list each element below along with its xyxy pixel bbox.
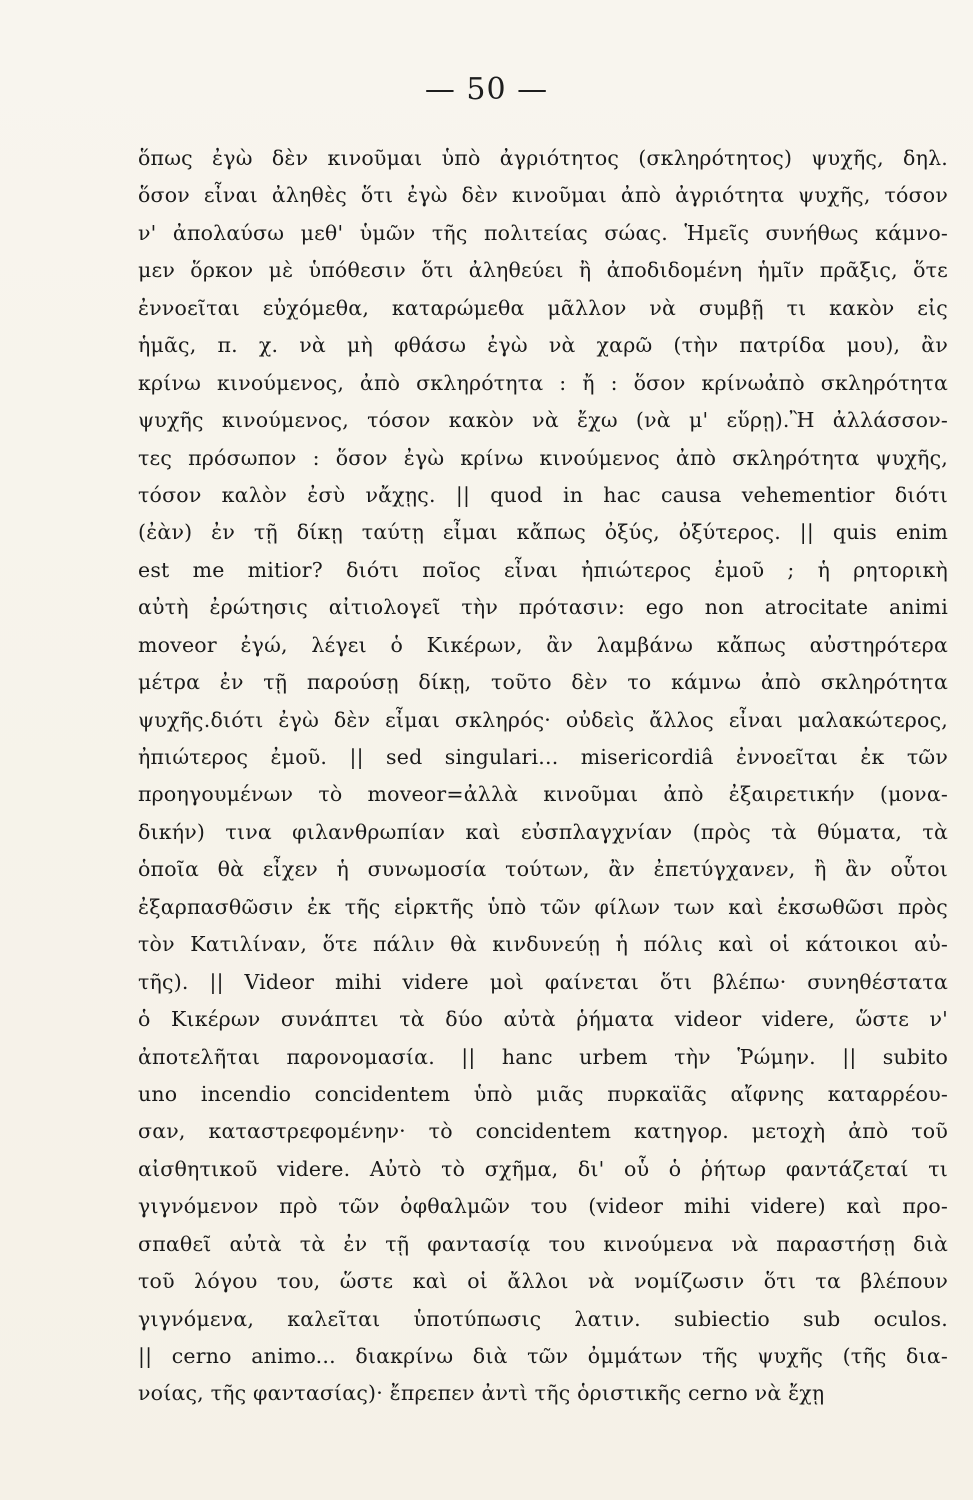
text-line: est me mitior? διότι ποῖος εἶναι ἠπιώτερος ἐμοῦ ; ἡ ρητορικὴ: [138, 557, 948, 582]
text-line: τόσον καλὸν ἐσὺ νἄχῃς. || quod in hac causa vehementior διότι: [138, 482, 948, 507]
text-line: γιγνόμενα, καλεῖται ὑποτύπωσις λατιν. subiectio sub oculos.: [138, 1306, 948, 1331]
text-line: τες πρόσωπον : ὅσον ἐγὼ κρίνω κινούμενος ἀπὸ σκληρότητα ψυχῆς,: [138, 445, 948, 470]
text-line: δικήν) τινα φιλανθρωπίαν καὶ εὐσπλαγχνίαν (πρὸς τὰ θύματα, τὰ: [138, 819, 948, 844]
text-line: κρίνω κινούμενος, ἀπὸ σκληρότητα : ἤ : ὅσον κρίνωἀπὸ σκληρότητα: [138, 370, 948, 395]
text-line: τῆς). || Videor mihi videre μοὶ φαίνεται ὅτι βλέπω· συνηθέστατα: [138, 969, 948, 994]
text-line: τὸν Κατιλίναν, ὅτε πάλιν θὰ κινδυνεύῃ ἡ πόλις καὶ οἱ κάτοικοι αὐ-: [138, 932, 948, 957]
text-line: ὁποῖα θὰ εἶχεν ἡ συνωμοσία τούτων, ἂν ἐπετύγχανεν, ἢ ἂν οὗτοι: [138, 857, 948, 882]
text-line: αὐτὴ ἐρώτησις αἰτιολογεῖ τὴν πρότασιν: ego non atrocitate animi: [138, 595, 948, 620]
text-line: ἡμᾶς, π. χ. νὰ μὴ φθάσω ἐγὼ νὰ χαρῶ (τὴν πατρίδα μου), ἂν: [138, 333, 948, 358]
text-line: ἀποτελῆται παρονομασία. || hanc urbem τὴν Ῥώμην. || subito: [138, 1044, 948, 1069]
text-line: ψυχῆς.διότι ἐγὼ δὲν εἶμαι σκληρός· οὐδεὶς ἄλλος εἶναι μαλακώτερος,: [138, 707, 948, 732]
text-line: ὁ Κικέρων συνάπτει τὰ δύο αὐτὰ ῥήματα videor videre, ὥστε ν': [138, 1007, 948, 1032]
text-line: γιγνόμενον πρὸ τῶν ὀφθαλμῶν του (videor mihi videre) καὶ προ-: [138, 1194, 948, 1219]
text-line: moveor ἐγώ, λέγει ὁ Κικέρων, ἂν λαμβάνω κἄπως αὐστηρότερα: [138, 632, 948, 657]
text-line: ἐννοεῖται εὐχόμεθα, καταρώμεθα μᾶλλον νὰ συμβῇ τι κακὸν εἰς: [138, 295, 948, 320]
text-line: σπαθεῖ αὐτὰ τὰ ἐν τῇ φαντασίᾳ του κινούμενα νὰ παραστήσῃ διὰ: [138, 1231, 948, 1256]
text-line: ὅσον εἶναι ἀληθὲς ὅτι ἐγὼ δὲν κινοῦμαι ἀπὸ ἀγριότητα ψυχῆς, τόσον: [138, 183, 948, 208]
text-line: σαν, καταστρεφομένην· τὸ concidentem κατηγορ. μετοχὴ ἀπὸ τοῦ: [138, 1119, 948, 1144]
text-line: νοίας, τῆς φαντασίας)· ἔπρεπεν ἀντὶ τῆς ὁριστικῆς cerno νὰ ἔχῃ: [138, 1381, 825, 1406]
text-line: ἠπιώτερος ἐμοῦ. || sed singulari... misericordiâ ἐννοεῖται ἐκ τῶν: [138, 745, 948, 769]
text-line: τοῦ λόγου του, ὥστε καὶ οἱ ἄλλοι νὰ νομίζωσιν ὅτι τα βλέπουν: [138, 1269, 948, 1294]
text-line: ψυχῆς κινούμενος, τόσον κακὸν νὰ ἔχω (νὰ μ' εὕρῃ).Ἢ ἀλλάσσον-: [138, 408, 948, 433]
text-line: ὅπως ἐγὼ δὲν κινοῦμαι ὑπὸ ἀγριότητος (σκληρότητος) ψυχῆς, δηλ.: [138, 146, 948, 170]
body-text: [138, 140, 948, 1413]
text-line: αἰσθητικοῦ videre. Αὐτὸ τὸ σχῆμα, δι' οὗ ὁ ῥήτωρ φαντάζεταί τι: [138, 1156, 948, 1181]
text-line: ν' ἀπολαύσω μεθ' ὑμῶν τῆς πολιτείας σώας. Ἡμεῖς συνήθως κάμνο-: [138, 220, 948, 245]
text-line: προηγουμένων τὸ moveor=ἀλλὰ κινοῦμαι ἀπὸ ἐξαιρετικήν (μονα-: [138, 782, 948, 807]
text-line: || cerno animo... διακρίνω διὰ τῶν ὀμμάτων τῆς ψυχῆς (τῆς δια-: [138, 1344, 948, 1368]
text-line: ἐξαρπασθῶσιν ἐκ τῆς εἱρκτῆς ὑπὸ τῶν φίλων των καὶ ἐκσωθῶσι πρὸς: [138, 894, 948, 919]
text-line: uno incendio concidentem ὑπὸ μιᾶς πυρκαϊᾶς αἴφνης καταρρέου-: [138, 1081, 948, 1106]
text-line: μέτρα ἐν τῇ παρούσῃ δίκῃ, τοῦτο δὲν το κάμνω ἀπὸ σκληρότητα: [138, 670, 948, 695]
page-number: — 50 —: [424, 72, 549, 107]
text-line: (ἐὰν) ἐν τῇ δίκῃ ταύτῃ εἶμαι κἄπως ὀξύς, ὀξύτερος. || quis enim: [138, 520, 948, 545]
text-line: μεν ὅρκον μὲ ὑπόθεσιν ὅτι ἀληθεύει ἢ ἀποδιδομένη ἡμῖν πρᾶξις, ὅτε: [138, 258, 948, 283]
